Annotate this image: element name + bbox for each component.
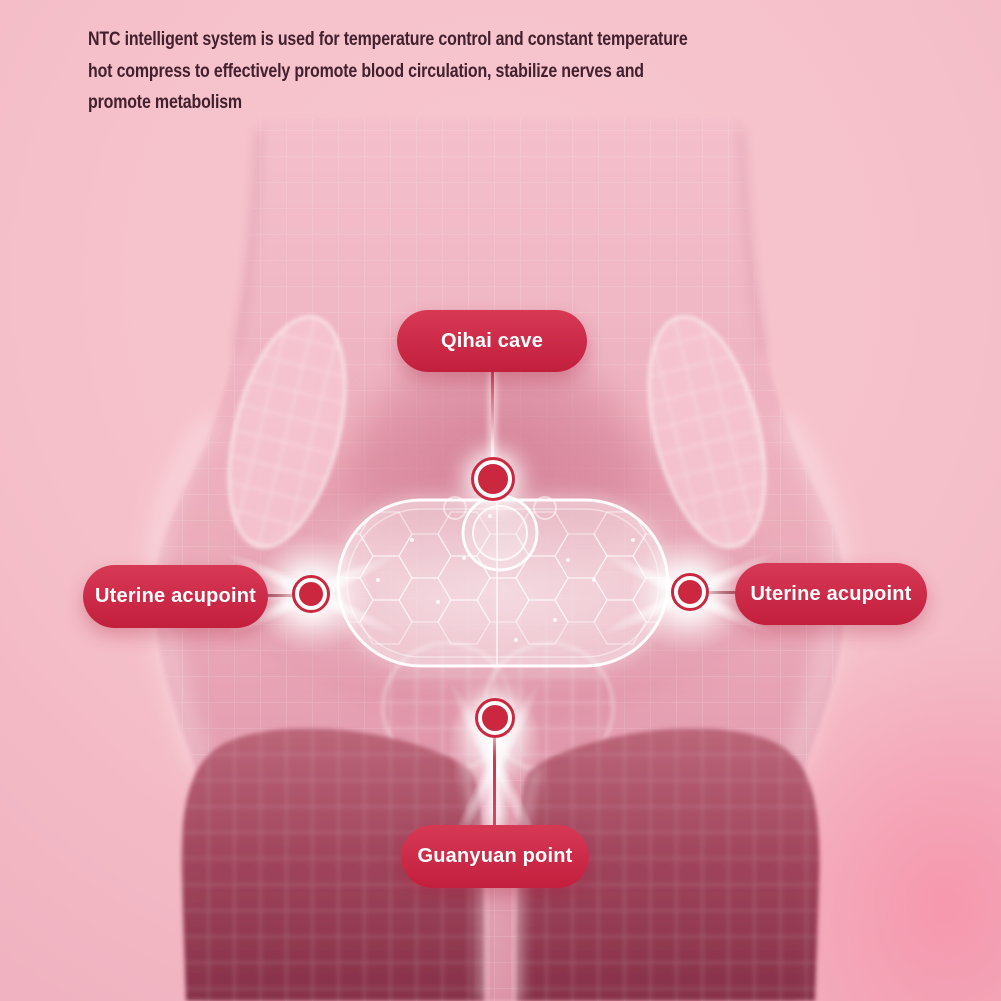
label-uterine-acupoint-right: [735, 563, 927, 625]
description-line-1: NTC intelligent system is used for temperature control and constant temperature: [88, 29, 688, 50]
acupoint-marker-icon-right: [674, 576, 706, 608]
label-text: Guanyuan point: [417, 845, 573, 867]
label-qihai-cave: [397, 310, 587, 372]
connector-line-right: [709, 591, 737, 594]
connector-line-left: [266, 594, 296, 597]
description-line-3: promote metabolism: [88, 92, 242, 113]
description-line-2: hot compress to effectively promote blood circulation, stabilize nerves and: [88, 60, 644, 82]
acupoint-marker-icon-left: [295, 578, 327, 610]
header-description: [88, 24, 688, 119]
label-text: Qihai cave: [440, 329, 544, 352]
connector-line-top: [491, 372, 494, 460]
connector-line-bottom: [493, 738, 496, 829]
label-text: Uterine acupoint: [750, 582, 912, 605]
label-guanyuan-point: [401, 825, 589, 888]
heating-pad-device: [321, 496, 685, 666]
label-uterine-acupoint-left: [83, 565, 268, 628]
acupoint-marker-icon-bottom: [478, 701, 512, 735]
label-text: Uterine acupoint: [95, 585, 256, 607]
acupoint-marker-icon-top: [474, 460, 512, 498]
